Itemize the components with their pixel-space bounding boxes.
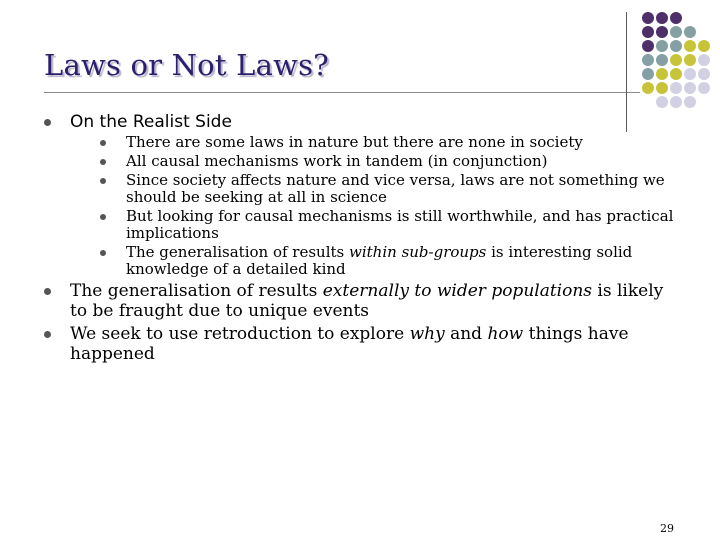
bullet-item [44, 324, 684, 364]
dot [656, 40, 668, 52]
dot [670, 40, 682, 52]
sub-bullet-text: There are some laws in nature but there are none in society [126, 133, 583, 151]
bullet-dot-icon [44, 331, 51, 338]
dot [642, 40, 654, 52]
bullet-item [44, 281, 684, 321]
title-underline [44, 92, 640, 93]
text-run: We seek to use retroduction to explore [70, 324, 410, 344]
bullet-text [70, 324, 629, 364]
dot [670, 12, 682, 24]
dot [642, 68, 654, 80]
dot [698, 40, 710, 52]
sub-bullet-item [96, 244, 710, 278]
dot [656, 82, 668, 94]
sub-bullet-text [126, 244, 710, 278]
dot [670, 26, 682, 38]
dot [698, 82, 710, 94]
bullet-dot-icon [44, 288, 51, 295]
bullet-dot-icon [100, 214, 106, 220]
dot [684, 82, 696, 94]
bullet-text [70, 281, 663, 321]
dot [642, 54, 654, 66]
text-run: The generalisation of results [126, 243, 350, 261]
dot [698, 68, 710, 80]
dot [670, 54, 682, 66]
bullet-item [44, 112, 684, 278]
dot [656, 96, 668, 108]
text-run: The generalisation of results [70, 281, 323, 301]
text-run: is likely to be fraught due to unique events [70, 281, 664, 321]
dot [684, 26, 696, 38]
dot [642, 82, 654, 94]
text-run: and [444, 324, 488, 344]
dot [656, 12, 668, 24]
bullet-dot-icon [44, 119, 51, 126]
dot [684, 68, 696, 80]
sub-bullet-item [96, 153, 710, 170]
emphasis: externally to wider populations [322, 281, 593, 301]
sub-bullet-text: But looking for causal mechanisms is still worthwhile, and has practical implications [126, 207, 674, 242]
dot [670, 96, 682, 108]
page-number: 29 [660, 522, 674, 535]
emphasis: within sub-groups [349, 243, 487, 261]
bullet-text: On the Realist Side [70, 112, 232, 132]
emphasis: why [409, 324, 445, 344]
text-run: is interesting solid knowledge of a detailed kind [126, 243, 633, 278]
text-run: things have happened [70, 324, 629, 364]
bullet-dot-icon [100, 250, 106, 256]
emphasis: how [487, 324, 524, 344]
sub-bullet-item [96, 172, 710, 206]
bullet-list [44, 112, 684, 367]
dot [684, 96, 696, 108]
dot [642, 26, 654, 38]
dot [642, 12, 654, 24]
dot [670, 68, 682, 80]
sub-bullet-item [96, 134, 710, 151]
dot [656, 26, 668, 38]
dot [656, 54, 668, 66]
bullet-dot-icon [100, 159, 106, 165]
bullet-dot-icon [100, 140, 106, 146]
dot [684, 40, 696, 52]
dot [684, 54, 696, 66]
dot [698, 54, 710, 66]
sub-bullet-text: Since society affects nature and vice versa, laws are not something we should be seeking at all in science [126, 171, 665, 206]
dot [670, 82, 682, 94]
slide-title: Laws or Not Laws? [44, 48, 329, 82]
dot [656, 68, 668, 80]
bullet-dot-icon [100, 178, 106, 184]
sub-bullet-list [70, 134, 684, 278]
sub-bullet-text: All causal mechanisms work in tandem (in conjunction) [126, 152, 548, 170]
decorative-dot-grid [638, 10, 720, 120]
sub-bullet-item [96, 208, 710, 242]
